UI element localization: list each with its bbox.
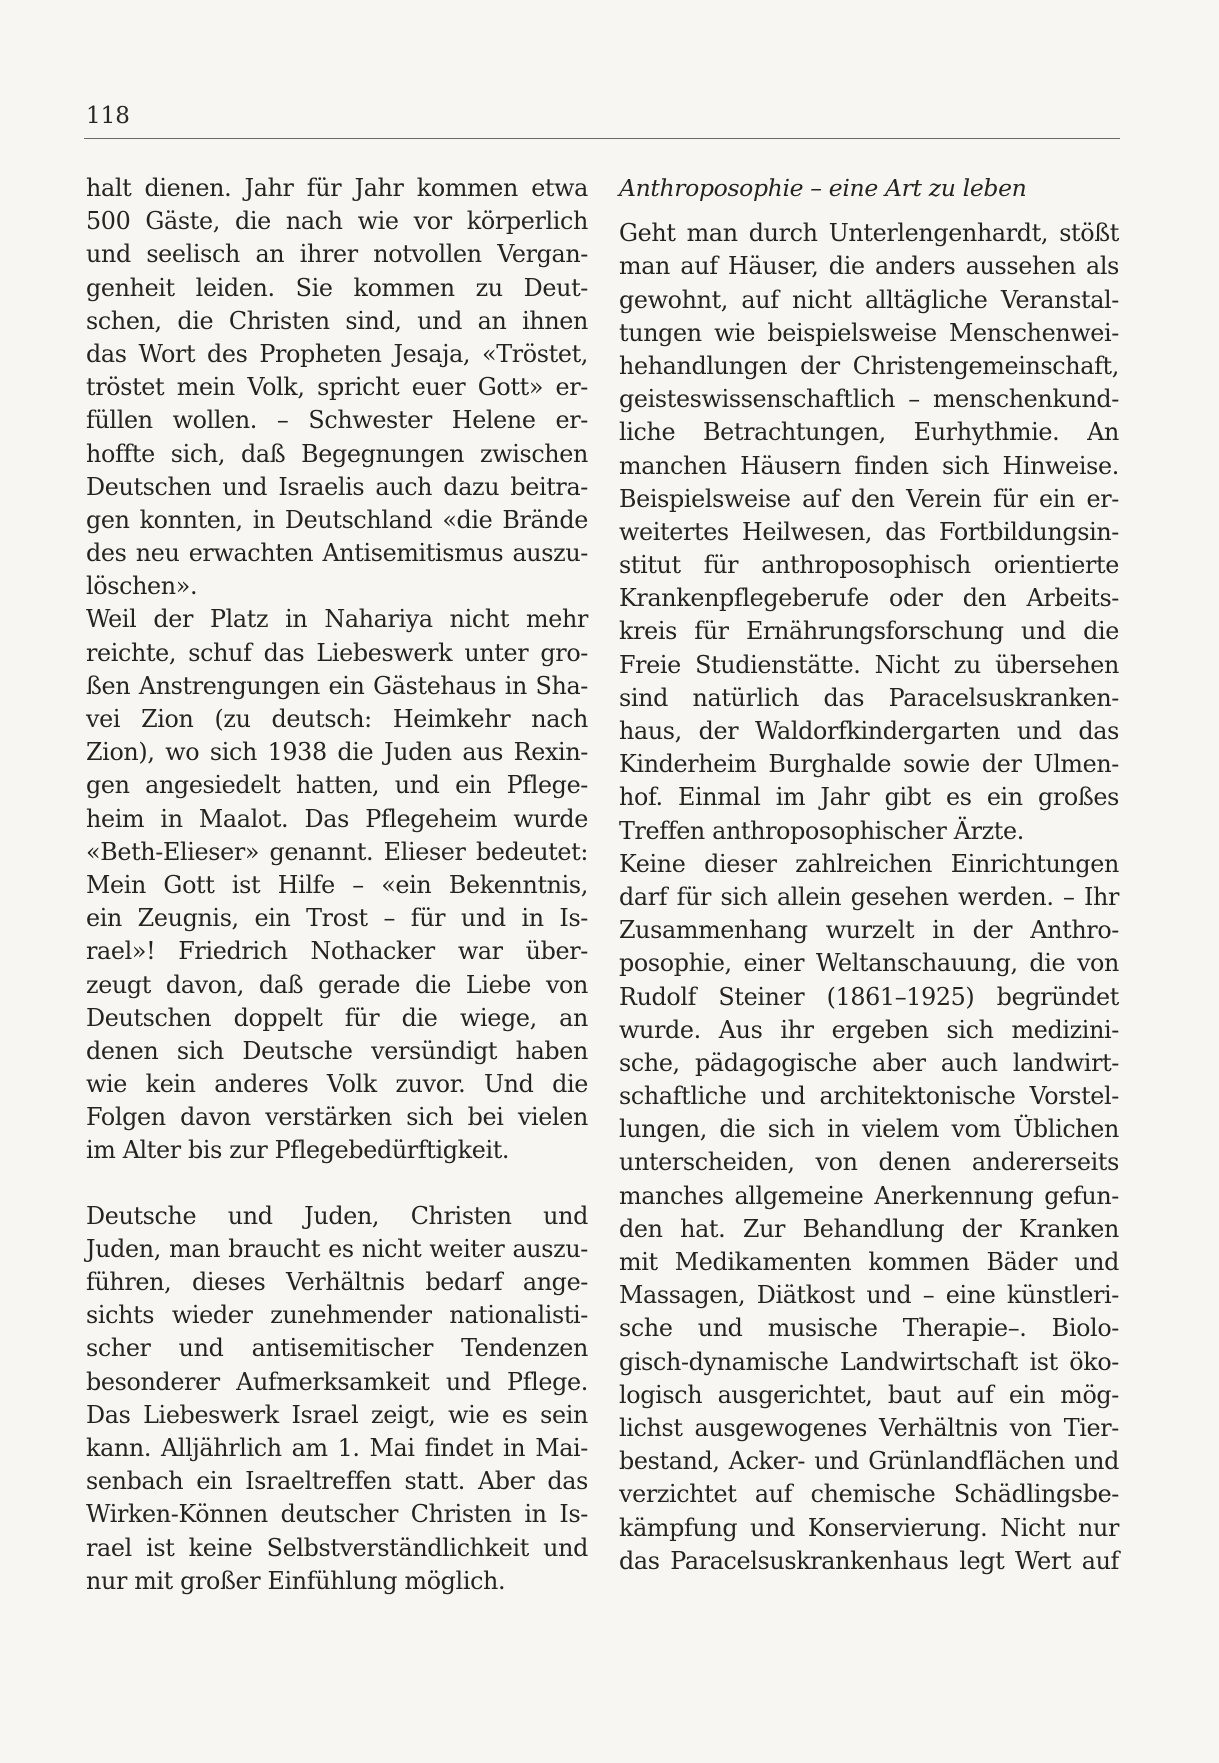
text-line: kreis für Ernährungsforschung und die [619,617,1119,646]
paragraph [86,1200,588,1598]
text-line: sichts wieder zunehmender nationalisti- [86,1301,588,1330]
text-line: das Paracelsuskrankenhaus legt Wert auf [619,1546,1119,1575]
text-line: tungen wie beispielsweise Menschenwei- [619,318,1119,347]
text-line: Treffen anthroposophischer Ärzte. [619,816,1024,845]
text-line: das Wort des Propheten Jesaja, «Tröstet, [86,339,588,368]
text-line: hehandlungen der Christengemeinschaft, [619,351,1119,380]
paragraph [619,217,1119,848]
text-line: rael ist keine Selbstverständlichkeit und [86,1533,588,1562]
text-line: Deutschen doppelt für die wiege, an [86,1003,588,1032]
text-line: darf für sich allein gesehen werden. – Ihr [619,882,1119,911]
text-line: denen sich Deutsche versündigt haben [86,1036,588,1065]
text-line: ein Zeugnis, ein Trost – für und in Is- [86,904,588,933]
text-line: hof. Einmal im Jahr gibt es ein großes [619,783,1119,812]
text-line: gewohnt, auf nicht alltägliche Veranstal- [619,285,1119,314]
text-line: genheit leiden. Sie kommen zu Deut- [86,273,588,302]
text-line: Zusammenhang wurzelt in der Anthro- [619,916,1119,945]
paragraph [86,603,588,1167]
text-line: lungen, die sich in vielem vom Üblichen [619,1115,1119,1144]
text-line: unterscheiden, von denen andererseits [619,1148,1119,1177]
text-line: zeugt davon, daß gerade die Liebe von [86,970,588,999]
text-line: Wirken-Können deutscher Christen in Is- [86,1500,588,1529]
text-line: geisteswissenschaftlich – menschenkund- [619,385,1119,414]
text-line: führen, dieses Verhältnis bedarf ange- [86,1268,588,1296]
text-line: scher und antisemitischer Tendenzen [86,1334,588,1363]
section-heading: Anthroposophie – eine Art zu leben [619,174,1027,202]
text-line: gisch-dynamische Landwirtschaft ist öko- [619,1347,1119,1376]
text-line: senbach ein Israeltreffen statt. Aber das [86,1467,588,1496]
text-line: manchen Häusern finden sich Hinweise. [619,451,1119,480]
text-line: Juden, man braucht es nicht weiter auszu- [86,1234,588,1263]
text-line: Zion), wo sich 1938 die Juden aus Rexin- [86,738,588,767]
text-line: schen, die Christen sind, und an ihnen [86,306,588,335]
text-line: schaftliche und architektonische Vorstel- [619,1082,1119,1111]
text-line: mit Medikamenten kommen Bäder und [619,1248,1119,1276]
text-line: man auf Häuser, die anders aussehen als [619,252,1119,281]
right-column [619,172,1119,1578]
text-line: Rudolf Steiner (1861–1925) begründet [619,982,1119,1011]
text-line: Folgen davon verstärken sich bei vielen [86,1103,588,1132]
header-rule [84,138,1120,139]
text-line: im Alter bis zur Pflegebedürftigkeit. [86,1136,510,1165]
text-line: heim in Maalot. Das Pflegeheim wurde [86,804,588,833]
text-line: sche und musische Therapie–. Biolo- [619,1314,1119,1343]
text-line: Mein Gott ist Hilfe – «ein Bekenntnis, [86,870,588,899]
text-line: posophie, einer Weltanschauung, die von [619,949,1119,978]
text-line: «Beth-Elieser» genannt. Elieser bedeutet: [86,837,588,866]
text-line: Geht man durch Unterlengenhardt, stößt [619,219,1119,248]
text-line: logisch ausgerichtet, baut auf ein mög- [619,1380,1119,1409]
text-line: den hat. Zur Behandlung der Kranken [619,1214,1119,1243]
heading-gap [619,205,1119,217]
text-line: hoffte sich, daß Begegnungen zwischen [86,439,588,468]
text-line: kämpfung und Konservierung. Nicht nur [619,1513,1119,1542]
paragraph [86,172,588,603]
text-line: gen angesiedelt hatten, und ein Pflege- [86,771,588,800]
text-line: manches allgemeine Anerkennung gefun- [619,1181,1119,1210]
text-line: kann. Alljährlich am 1. Mai findet in Mai- [86,1433,588,1462]
text-line: verzichtet auf chemische Schädlingsbe- [619,1480,1119,1509]
text-line: gen konnten, in Deutschland «die Brände [86,505,588,534]
text-line: Krankenpflegeberufe oder den Arbeits- [619,584,1119,613]
text-line: des neu erwachten Antisemitismus auszu- [86,539,588,568]
text-line: vei Zion (zu deutsch: Heimkehr nach [86,705,588,733]
text-line: sche, pädagogische aber auch landwirt- [619,1048,1119,1077]
text-line: nur mit großer Einfühlung möglich. [86,1566,506,1595]
text-line: stitut für anthroposophisch orientierte [619,551,1119,580]
text-line: bestand, Acker- und Grünlandflächen und [619,1447,1119,1476]
text-line: lichst ausgewogenes Verhältnis von Tier- [619,1413,1119,1442]
text-line: halt dienen. Jahr für Jahr kommen etwa [86,174,588,202]
text-line: weitertes Heilwesen, das Fortbildungsin- [619,517,1119,546]
text-line: haus, der Waldorfkindergarten und das [619,717,1119,745]
text-line: besonderer Aufmerksamkeit und Pflege. [86,1367,588,1396]
text-line: und seelisch an ihrer notvollen Vergan- [86,240,588,269]
text-line: wurde. Aus ihr ergeben sich medizini- [619,1015,1119,1044]
page-number: 118 [86,103,130,129]
text-line: Kinderheim Burghalde sowie der Ulmen- [619,750,1119,779]
text-line: tröstet mein Volk, spricht euer Gott» er- [86,373,588,402]
left-column [86,172,588,1598]
text-line: Freie Studienstätte. Nicht zu übersehen [619,650,1119,679]
text-line: reichte, schuf das Liebeswerk unter gro- [86,638,588,667]
text-line: Das Liebeswerk Israel zeigt, wie es sein [86,1400,588,1429]
text-line: Keine dieser zahlreichen Einrichtungen [619,849,1119,878]
text-line: Beispielsweise auf den Verein für ein er- [619,484,1119,513]
text-line: wie kein anderes Volk zuvor. Und die [86,1070,588,1099]
text-line: 500 Gäste, die nach wie vor körperlich [86,207,588,236]
text-line: Deutsche und Juden, Christen und [86,1201,588,1230]
text-line: ßen Anstrengungen ein Gästehaus in Sha- [86,671,588,700]
paragraph [619,848,1119,1578]
paragraph-gap [86,1168,588,1200]
text-line: füllen wollen. – Schwester Helene er- [86,406,588,435]
text-line: sind natürlich das Paracelsuskranken- [619,683,1119,712]
text-line: Weil der Platz in Nahariya nicht mehr [86,605,588,634]
text-line: Deutschen und Israelis auch dazu beitra- [86,472,588,501]
text-line: löschen». [86,572,198,601]
text-line: Massagen, Diätkost und – eine künstleri- [619,1281,1119,1310]
text-line: liche Betrachtungen, Eurhythmie. An [619,418,1119,447]
text-line: rael»! Friedrich Nothacker war über- [86,937,588,966]
